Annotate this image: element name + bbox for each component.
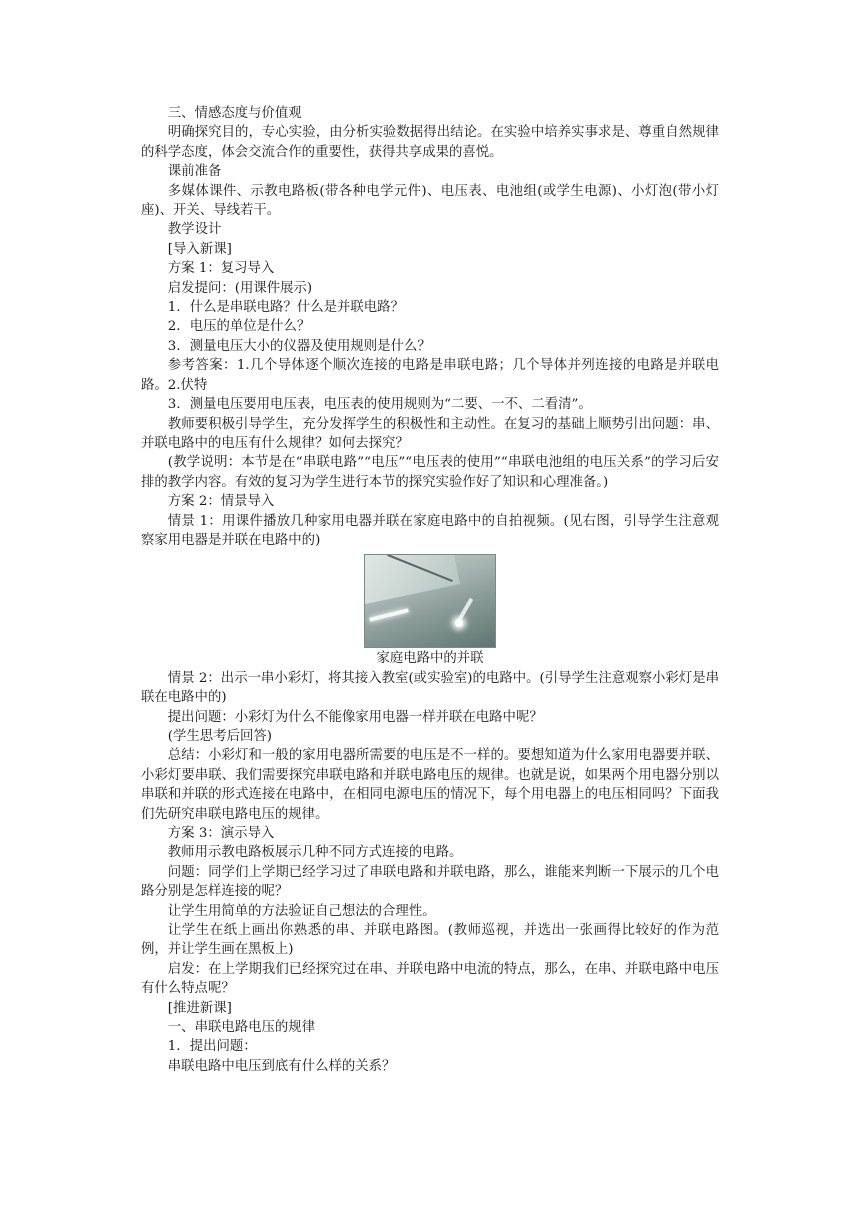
figure-caption: 家庭电路中的并联: [376, 651, 484, 667]
paragraph: (学生思考后回答): [167, 728, 272, 744]
section-heading: 教学设计: [167, 222, 222, 238]
paragraph: 让学生用简单的方法验证自己想法的合理性。: [167, 903, 436, 919]
list-item: 2．电压的单位是什么？: [167, 319, 311, 335]
paragraph: 多媒体课件、示教电路板(带各种电学元件)、电压表、电池组(或学生电源)、小灯泡(带小灯座)、开关、导线若干。: [141, 183, 719, 219]
document-page: [141, 104, 719, 1076]
paragraph: 让学生在纸上画出你熟悉的串、并联电路图。(教师巡视，并选出一张画得比较好的作为范例，并让学生画在黑板上): [141, 923, 719, 958]
plan-heading: 方案 3：演示导入: [167, 826, 275, 841]
paragraph: 串联电路中电压到底有什么样的关系？: [167, 1058, 396, 1074]
figure: [141, 554, 719, 668]
paragraph: 参考答案：1.几个导体逐个顺次连接的电路是串联电路；几个导体并列连接的电路是并联电路。2.伏特: [141, 358, 719, 393]
household-circuit-photo: [364, 554, 496, 648]
section-heading: 三、情感态度与价值观: [167, 106, 302, 121]
section-heading: 课前准备: [167, 164, 222, 180]
section-heading: 一、串联电路电压的规律: [167, 1020, 316, 1036]
paragraph: 明确探究目的，专心实验，由分析实验数据得出结论。在实验中培养实事求是、尊重自然规律的科学态度，体会交流合作的重要性，获得共享成果的喜悦。: [141, 125, 719, 160]
plan-heading: 方案 2：情景导入: [167, 494, 275, 510]
paragraph: 情景 2：出示一串小彩灯，将其接入教室(或实验室)的电路中。(引导学生注意观察小彩灯是串联在电路中的): [141, 670, 719, 706]
subsection-heading: [推进新课]: [167, 1000, 232, 1016]
paragraph: 教师要积极引导学生，充分发挥学生的积极性和主动性。在复习的基础上顺势引出问题：串、并联电路中的电压有什么规律？如何去探究？: [141, 416, 719, 451]
list-item: 3．测量电压要用电压表，电压表的使用规则为“二要、一不、二看清”。: [167, 397, 592, 413]
plan-heading: 方案 1：复习导入: [167, 261, 275, 277]
subsection-heading: [导入新课]: [167, 241, 232, 257]
paragraph: 问题：同学们上学期已经学习过了串联电路和并联电路，那么，谁能来判断一下展示的几个电路分别是怎样连接的呢？: [141, 864, 719, 900]
paragraph: 提出问题：小彩灯为什么不能像家用电器一样并联在电路中呢？: [167, 709, 543, 725]
paragraph: 总结：小彩灯和一般的家用电器所需要的电压是不一样的。要想知道为什么家用电器要并联、小彩灯要串联、我们需要探究串联电路和并联电路电压的规律。也就是说，如果两个用电器分别以串联和并联的形式连接在电路中，在相同电源电压的情况下，每个用电器上的电压相同吗？下面我们先研究串联电路电压的规律。: [141, 748, 719, 822]
paragraph: 情景 1：用课件播放几种家用电器并联在家庭电路中的自拍视频。(见右图，引导学生注意观察家用电器是并联在电路中的): [141, 513, 719, 548]
list-item: 1．提出问题：: [167, 1039, 257, 1055]
list-item: 1．什么是串联电路？什么是并联电路？: [167, 300, 404, 316]
paragraph: 启发提问：(用课件展示): [167, 280, 313, 296]
paragraph: 启发：在上学期我们已经探究过在串、并联电路中电流的特点，那么，在串、并联电路中电压有什么特点呢？: [141, 961, 719, 997]
list-item: 3．测量电压大小的仪器及使用规则是什么？: [167, 338, 431, 354]
paragraph: 教师用示教电路板展示几种不同方式连接的电路。: [167, 845, 463, 861]
teaching-note: (教学说明：本节是在“串联电路”“电压”“电压表的使用”“串联电池组的电压关系”的学习后安排的教学内容。有效的复习为学生进行本节的探究实验作好了知识和心理准备。): [141, 455, 719, 490]
